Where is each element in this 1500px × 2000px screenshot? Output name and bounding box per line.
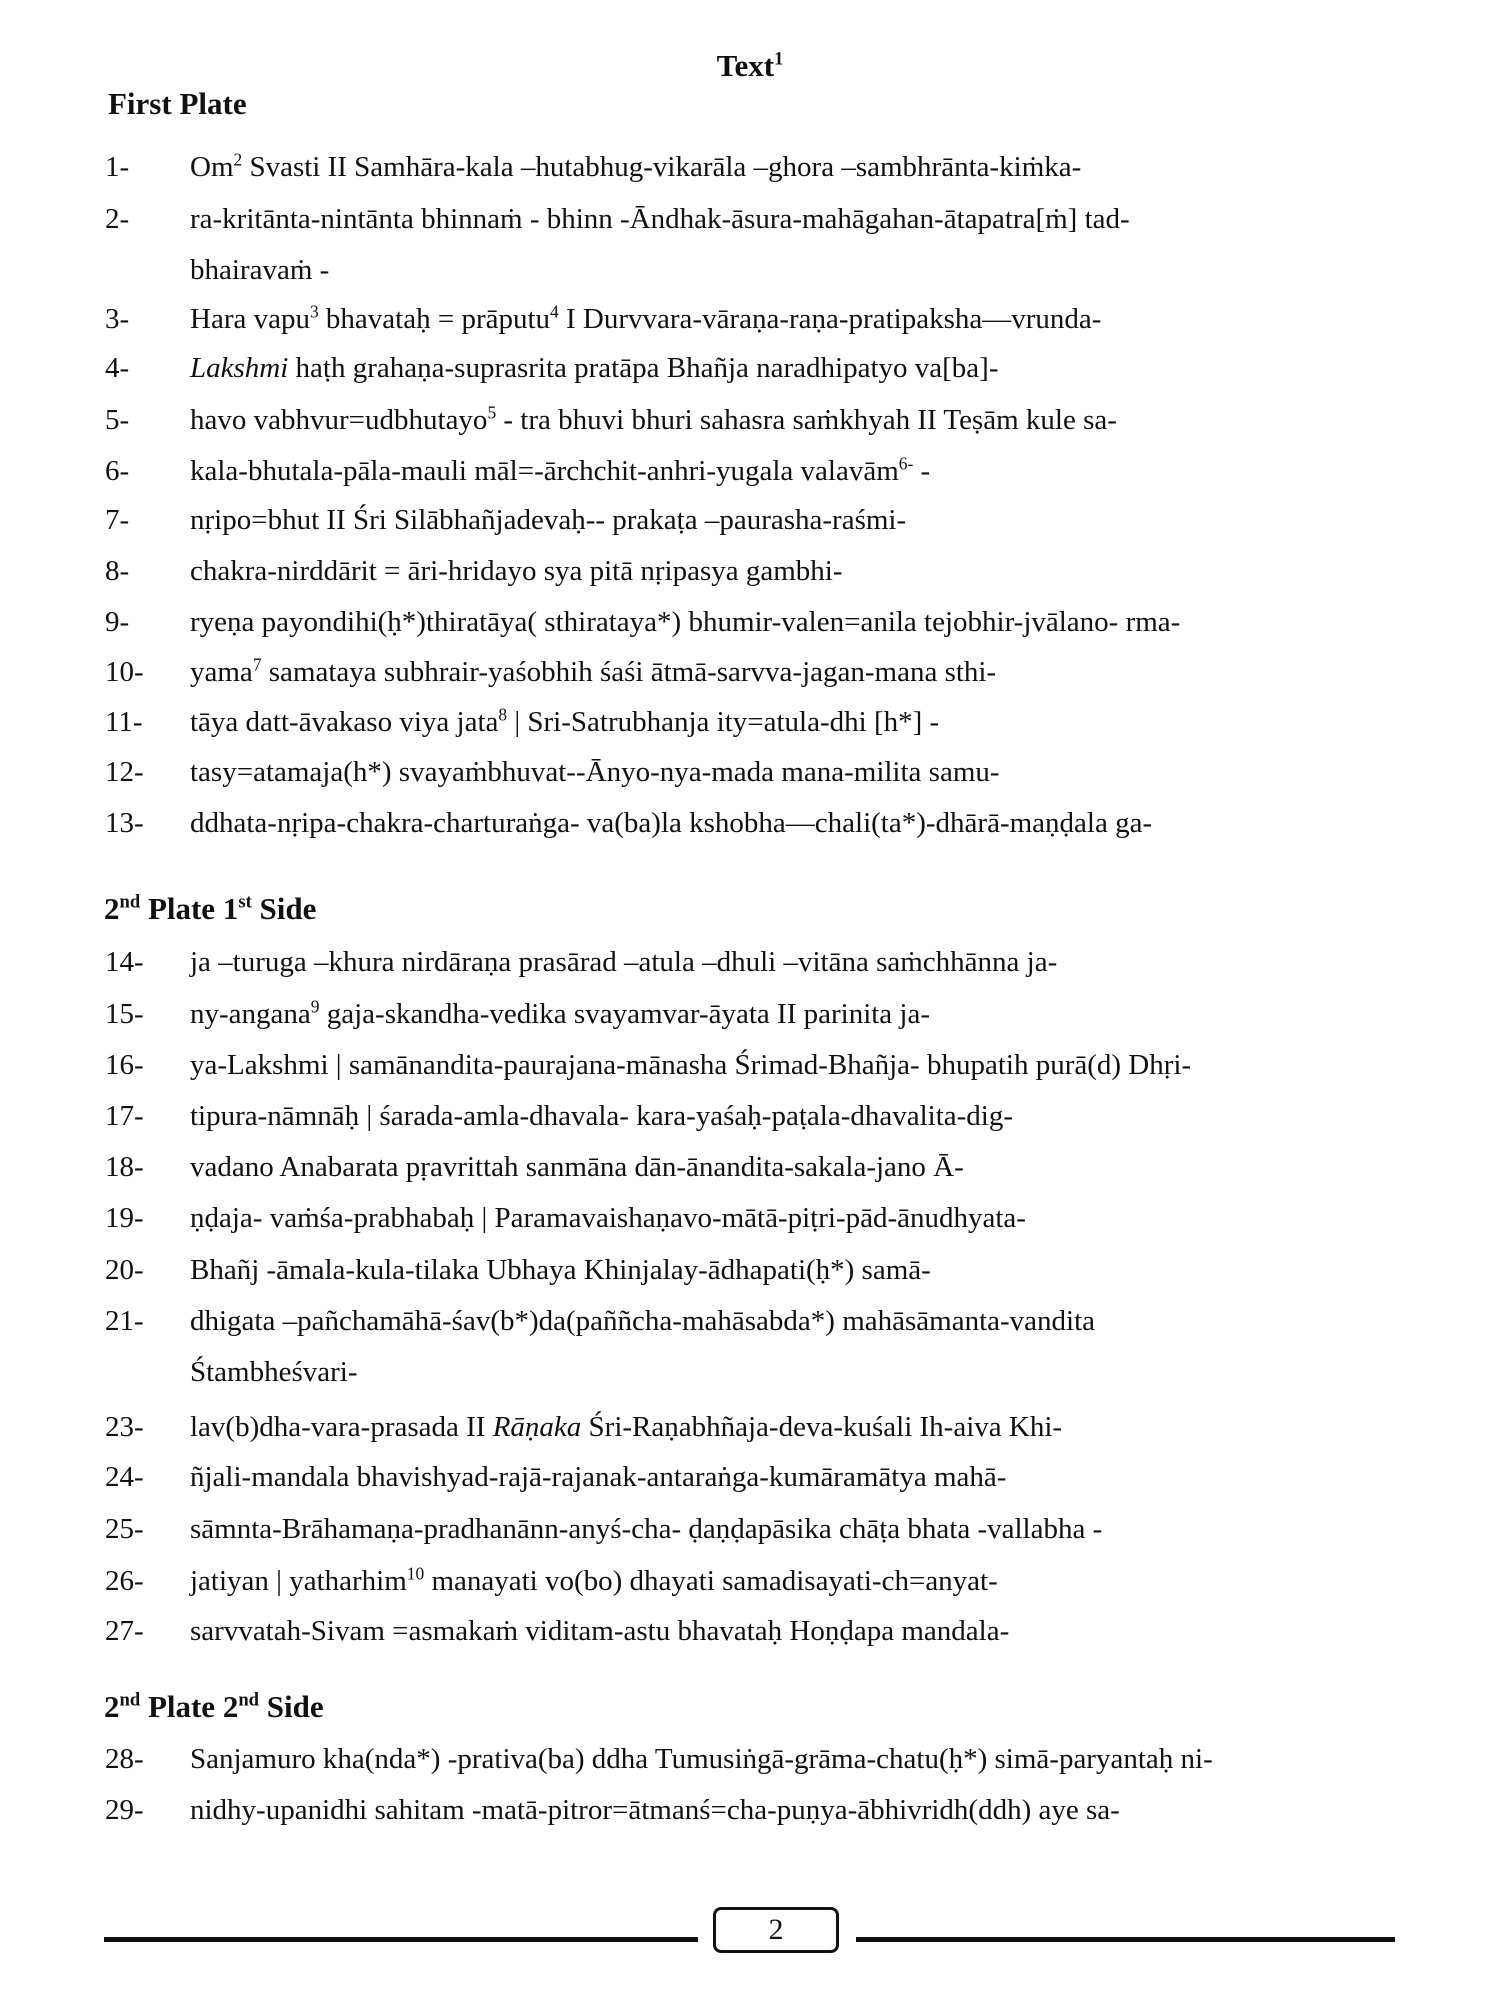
line-number: 29- [105,1794,144,1826]
line-number: 24- [105,1461,144,1493]
line-text: bhairavaṁ - [190,254,330,286]
line-text: kala-bhutala-pāla-mauli māl=-ārchchit-anhri-yugala valavām$^{6-}$ - [190,453,931,487]
line-text: nṛipo=bhut II Śri Silābhañjadevaḥ-- prakaṭa –paurasha-raśmi- [190,504,907,536]
line-number: 10- [105,656,144,688]
line-text: vadano Anabarata pṛavrittah sanmāna dān-ānandita-sakala-jano Ā- [190,1151,964,1183]
page-title: Text$^1$ [716,48,784,83]
line-text: ra-kritānta-nintānta bhinnaṁ - bhinn -Āndhak-āsura-mahāgahan-ātapatra[ṁ] tad- [190,203,1130,235]
line-number: 27- [105,1615,144,1647]
line-text: havo vabhvur=udbhutayo$^5$ - tra bhuvi bhuri sahasra saṁkhyah II Teṣām kule sa- [190,402,1117,436]
line-text: nidhy-upanidhi sahitam -matā-pitror=ātmanś=cha-puṇya-ābhivridh(ddh) aye sa- [190,1794,1120,1826]
line-number: 11- [105,706,143,738]
line-text: ryeṇa payondihi(ḥ*)thiratāya( sthirataya*) bhumir-valen=anila tejobhir-jvālano- rma- [190,606,1181,638]
line-text: tasy=atamaja(h*) svayaṁbhuvat--Ānyo-nya-mada mana-milita samu- [190,756,1000,788]
line-number: 20- [105,1254,144,1286]
footer-rule-right [856,1937,1395,1942]
line-text: Hara vapu$^3$ bhavataḥ = prāputu$^4$ I Durvvara-vāraṇa-raṇa-pratipaksha—vrunda- [190,301,1102,335]
line-text: yama$^7$ samataya subhrair-yaśobhih śaśi ātmā-sarvva-jagan-mana sthi- [190,654,997,688]
line-number: 18- [105,1151,144,1183]
section-heading: 2nd Plate 2nd Side [104,1689,324,1724]
line-text: lav(b)dha-vara-prasada II Rāṇaka Śri-Raṇabhñaja-deva-kuśali Ih-aiva Khi- [190,1411,1063,1443]
line-text: jatiyan | yatharhim$^{10}$ manayati vo(bo) dhayati samadisayati-ch=anyat- [190,1563,998,1597]
line-text: Śtambheśvari- [190,1356,358,1388]
line-number: 4- [105,352,130,384]
line-number: 21- [105,1305,144,1337]
line-number: 23- [105,1411,144,1443]
line-text: tāya datt-āvakaso viya jata$^8$ | Sri-Satrubhanja ity=atula-dhi [h*] - [190,704,940,738]
line-number: 7- [105,504,130,536]
page-number: 2 [713,1907,839,1953]
line-number: 16- [105,1049,144,1081]
line-number: 1- [105,151,130,183]
footer-rule-left [104,1937,698,1942]
line-number: 19- [105,1202,144,1234]
line-text: Bhañj -āmala-kula-tilaka Ubhaya Khinjalay-ādhapati(ḥ*) samā- [190,1254,931,1286]
line-text: ñjali-mandala bhavishyad-rajā-rajanak-antaraṅga-kumāramātya mahā- [190,1461,1007,1493]
line-text: ny-angana$^9$ gaja-skandha-vedika svayamvar-āyata II parinita ja- [190,996,931,1030]
line-number: 13- [105,807,144,839]
line-number: 26- [105,1565,144,1597]
line-number: 2- [105,203,130,235]
line-number: 15- [105,998,144,1030]
section-heading: 2nd Plate 1st Side [104,891,317,926]
line-text: tipura-nāmnāḥ | śarada-amla-dhavala- kara-yaśaḥ-paṭala-dhavalita-dig- [190,1100,1014,1132]
line-text: Om$^2$ Svasti II Samhāra-kala –hutabhug-vikarāla –ghora –sambhrānta-kiṁka- [190,149,1082,183]
line-number: 5- [105,404,130,436]
line-number: 25- [105,1513,144,1545]
line-text: chakra-nirddārit = āri-hridayo sya pitā nṛipasya gambhi- [190,555,843,587]
line-text: sarvvatah-Sivam =asmakaṁ viditam-astu bhavataḥ Hoṇḍapa mandala- [190,1615,1010,1647]
section-heading: First Plate [108,86,247,121]
line-number: 6- [105,455,130,487]
line-text: Lakshmi haṭh grahaṇa-suprasrita pratāpa Bhañja naradhipatyo va[ba]- [190,352,999,384]
line-number: 3- [105,303,130,335]
line-text: sāmnta-Brāhamaṇa-pradhanānn-anyś-cha- ḍaṇḍapāsika chāṭa bhata -vallabha - [190,1513,1103,1545]
line-number: 17- [105,1100,144,1132]
line-text: ya-Lakshmi | samānandita-paurajana-mānasha Śrimad-Bhañja- bhupatih purā(d) Dhṛi- [190,1049,1192,1081]
line-number: 12- [105,756,144,788]
line-text: ddhata-nṛipa-chakra-charturaṅga- va(ba)la kshobha—chali(ta*)-dhārā-maṇḍala ga- [190,807,1153,839]
line-number: 14- [105,946,144,978]
line-number: 28- [105,1743,144,1775]
line-number: 8- [105,555,130,587]
line-text: ṇḍaja- vaṁśa-prabhabaḥ | Paramavaishaṇavo-mātā-piṭri-pād-ānudhyata- [190,1202,1026,1234]
line-text: ja –turuga –khura nirdāraṇa prasārad –atula –dhuli –vitāna saṁchhānna ja- [190,946,1058,978]
line-text: Sanjamuro kha(nda*) -prativa(ba) ddha Tumusiṅgā-grāma-chatu(ḥ*) simā-paryantaḥ ni- [190,1743,1213,1775]
line-number: 9- [105,606,130,638]
line-text: dhigata –pañchamāhā-śav(b*)da(paññcha-mahāsabda*) mahāsāmanta-vandita [190,1305,1096,1337]
